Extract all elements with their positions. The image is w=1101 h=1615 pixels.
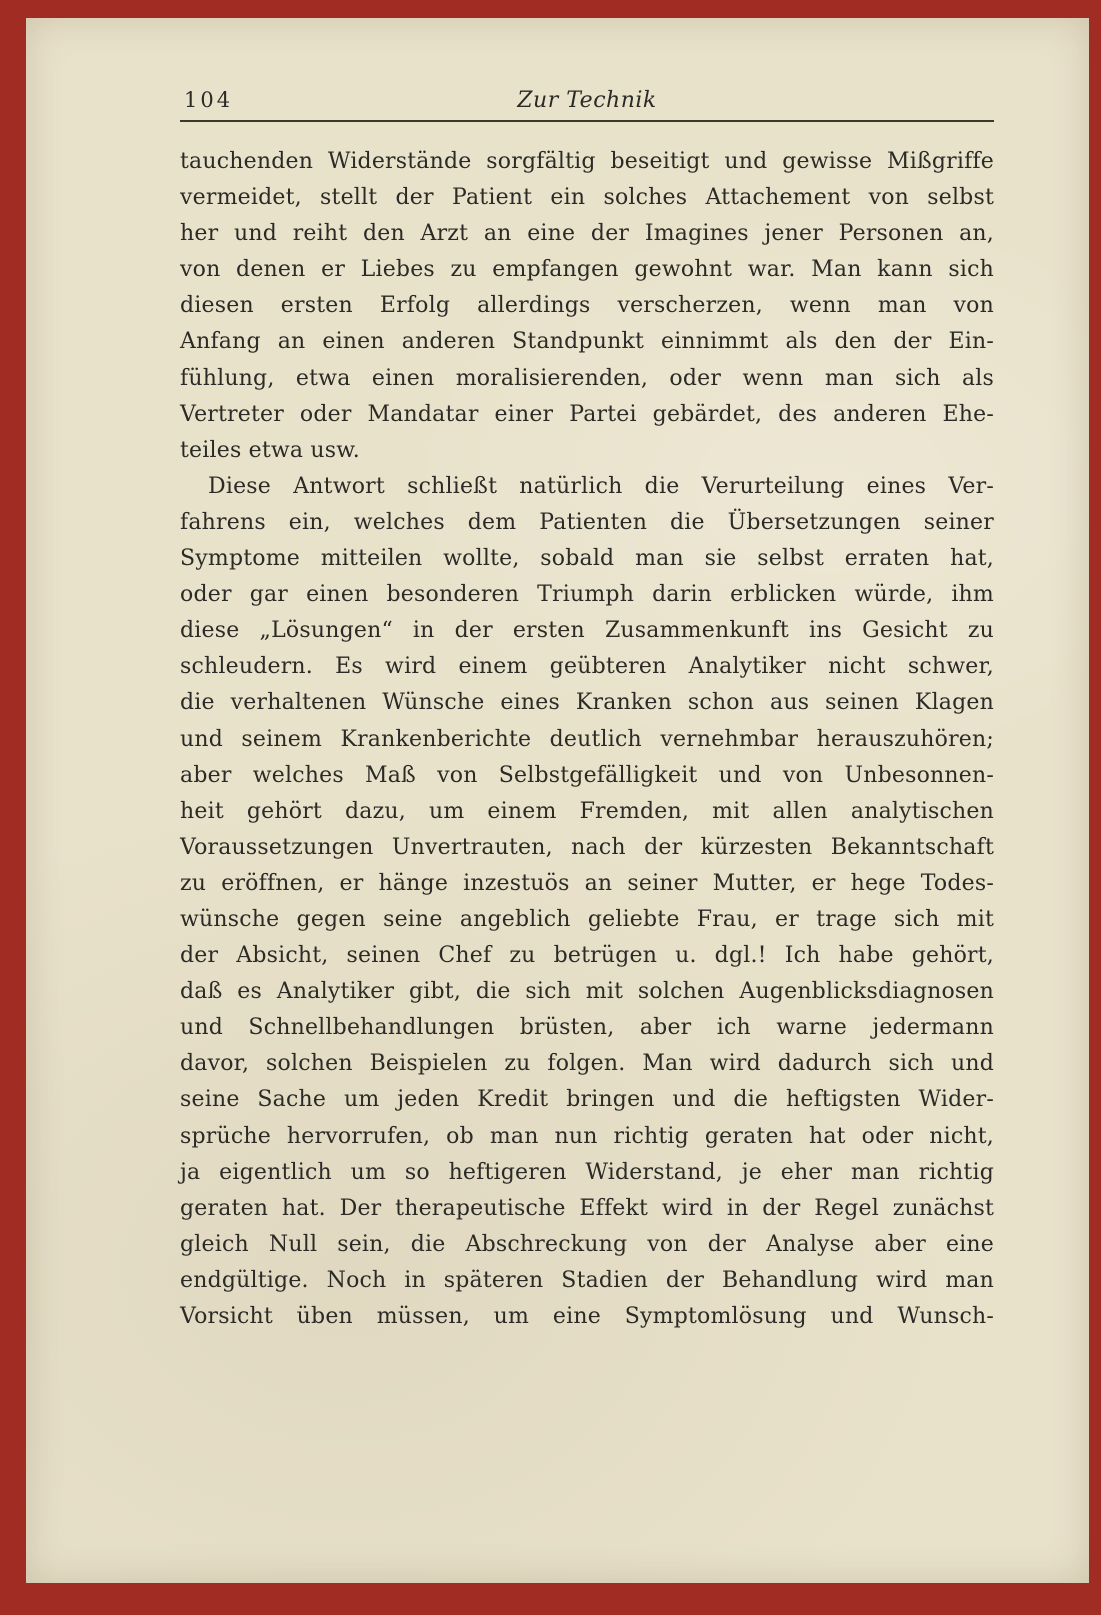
text-line: und Schnellbehandlungen brüsten, aber ich warne jedermann (180, 1015, 994, 1041)
paragraph (180, 469, 994, 1335)
text-line: schleudern. Es wird einem geübteren Analytiker nicht schwer, (180, 654, 994, 680)
text-line: Symptome mitteilen wollte, sobald man sie selbst erraten hat, (180, 546, 994, 572)
paragraph (180, 144, 994, 469)
text-block (180, 122, 994, 1335)
text-line: zu eröffnen, er hänge inzestuös an seiner Mutter, er hege Todes- (180, 870, 994, 896)
text-line: von denen er Liebes zu empfangen gewohnt war. Man kann sich (180, 257, 994, 283)
page-content (180, 88, 994, 1335)
text-line: seine Sache um jeden Kredit bringen und die heftigsten Wider- (180, 1087, 994, 1113)
text-line: wünsche gegen seine angeblich geliebte Frau, er trage sich mit (180, 906, 994, 932)
text-line: Vorsicht üben müssen, um eine Symptomlösung und Wunsch- (180, 1304, 994, 1329)
text-line: her und reiht den Arzt an eine der Imagines jener Personen an, (180, 221, 994, 247)
text-line: daß es Analytiker gibt, die sich mit solchen Augenblicksdiagnosen (180, 979, 994, 1005)
text-line: Anfang an einen anderen Standpunkt einnimmt als den der Ein- (180, 329, 994, 355)
text-line: ja eigentlich um so heftigeren Widerstand, je eher man richtig (180, 1159, 994, 1185)
text-line: der Absicht, seinen Chef zu betrügen u. dgl.! Ich habe gehört, (180, 943, 994, 969)
text-line: diesen ersten Erfolg allerdings verscherzen, wenn man von (180, 293, 994, 319)
text-line: fahrens ein, welches dem Patienten die Übersetzungen seiner (180, 509, 994, 535)
text-line: fühlung, etwa einen moralisierenden, oder wenn man sich als (180, 365, 994, 391)
running-head: Zur Technik (517, 88, 657, 113)
text-line: die verhaltenen Wünsche eines Kranken schon aus seinen Klagen (180, 690, 994, 716)
text-line: sprüche hervorrufen, ob man nun richtig geraten hat oder nicht, (180, 1123, 994, 1149)
text-line: Diese Antwort schließt natürlich die Verurteilung eines Ver- (208, 473, 994, 499)
text-line: oder gar einen besonderen Triumph darin erblicken würde, ihm (180, 582, 994, 608)
text-line: diese „Lösungen“ in der ersten Zusammenkunft ins Gesicht zu (180, 618, 994, 644)
page-header (180, 88, 994, 118)
text-line: aber welches Maß von Selbstgefälligkeit und von Unbesonnen- (180, 762, 994, 788)
text-line: vermeidet, stellt der Patient ein solches Attachement von selbst (180, 185, 994, 211)
text-line: tauchenden Widerstände sorgfältig beseitigt und gewisse Mißgriffe (180, 149, 994, 174)
text-line: gleich Null sein, die Abschreckung von der Analyse aber eine (180, 1231, 994, 1257)
text-line: geraten hat. Der therapeutische Effekt wird in der Regel zunächst (180, 1195, 994, 1221)
text-line: Vertreter oder Mandatar einer Partei gebärdet, des anderen Ehe- (180, 401, 994, 427)
page-number: 104 (184, 88, 234, 112)
text-line: und seinem Krankenberichte deutlich vernehmbar herauszuhören; (180, 726, 994, 752)
text-line: heit gehört dazu, um einem Fremden, mit allen analytischen (180, 798, 994, 824)
paper (26, 18, 1089, 1583)
text-line: davor, solchen Beispielen zu folgen. Man wird dadurch sich und (180, 1051, 994, 1077)
text-line: Voraussetzungen Unvertrauten, nach der kürzesten Bekanntschaft (180, 834, 994, 860)
text-line: endgültige. Noch in späteren Stadien der Behandlung wird man (180, 1267, 994, 1293)
text-line: teiles etwa usw. (180, 437, 360, 463)
